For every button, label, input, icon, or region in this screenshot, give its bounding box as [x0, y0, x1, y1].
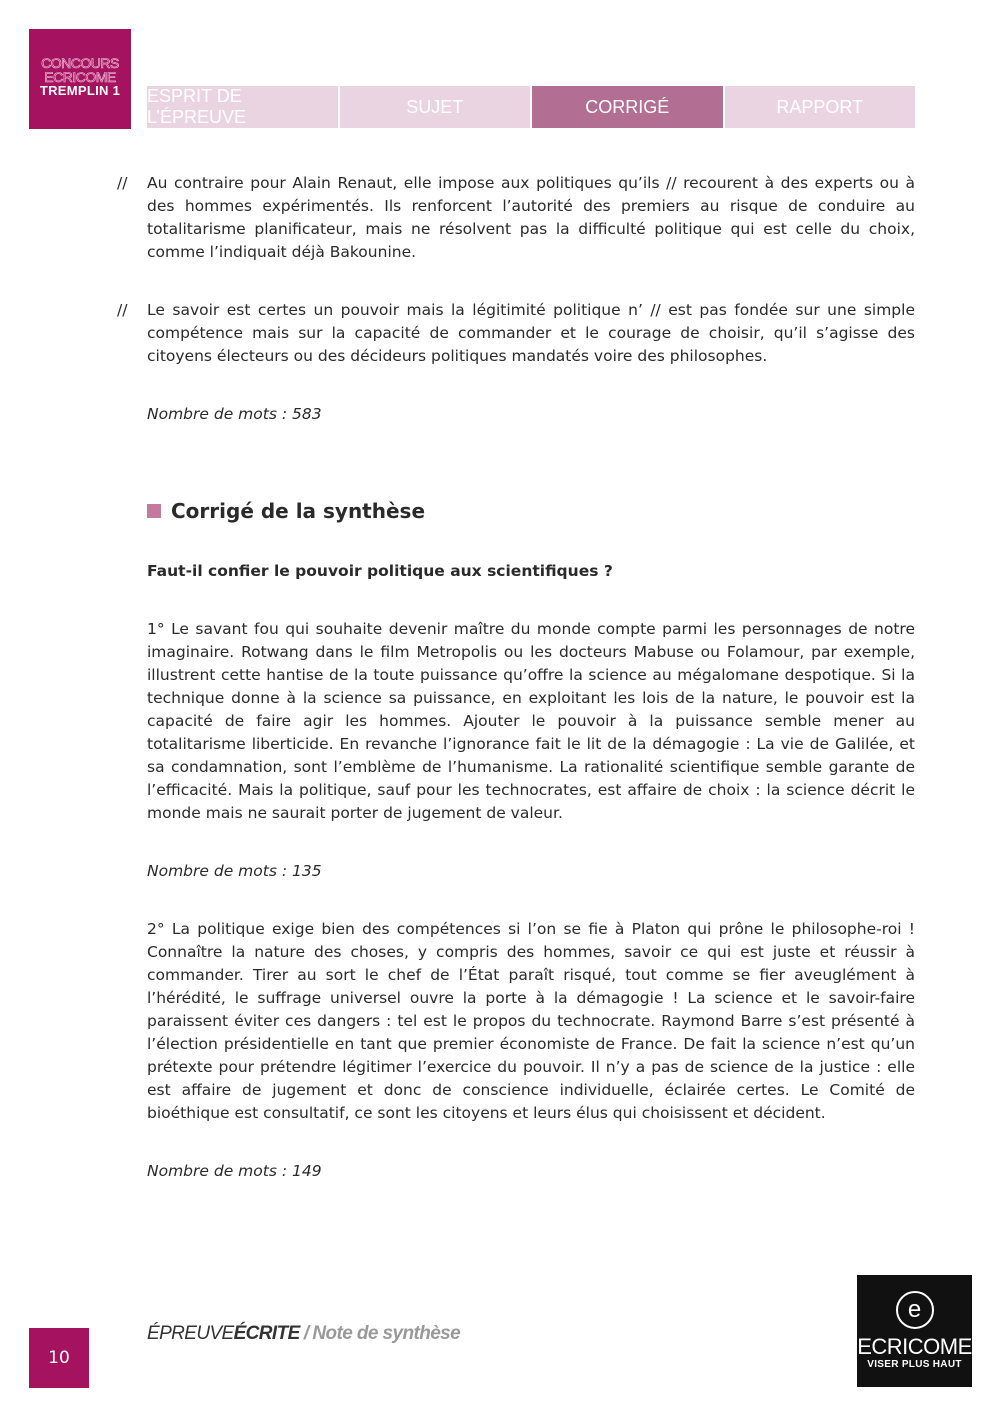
logo-line-concours: CONCOURS — [41, 55, 119, 71]
footer-separator: / — [303, 1323, 309, 1344]
paragraph-savoir-text: Le savoir est certes un pouvoir mais la légitimité politique n’ // est pas fondée sur une simple compétence mais sur la capacité de commander et le courage de choisir, qu’il s’agisse des citoyens électeurs ou des décideurs politiques mandatés voire des philosophes. — [147, 301, 915, 365]
section-heading-text: Corrigé de la synthèse — [171, 499, 426, 523]
brand-tagline: VISER PLUS HAUT — [867, 1359, 962, 1370]
logo-line-ecricome: ECRICOME — [44, 69, 116, 85]
tab-rapport[interactable]: RAPPORT — [725, 86, 916, 128]
main-content — [117, 172, 915, 1183]
ecricome-glyph: e — [907, 1296, 922, 1323]
footer-note: Note de synthèse — [312, 1323, 461, 1344]
square-bullet-icon — [147, 504, 161, 518]
concours-logo — [29, 29, 131, 129]
logo-line-tremplin: TREMPLIN 1 — [39, 83, 121, 98]
paragraph-savoir — [117, 299, 915, 368]
section-heading — [147, 499, 915, 523]
brand-name: ECRICOME — [857, 1334, 972, 1359]
word-count-135: Nombre de mots : 135 — [147, 862, 322, 880]
footer-epreuve: ÉPREUVE — [147, 1323, 234, 1344]
tab-corrige[interactable]: CORRIGÉ — [532, 86, 723, 128]
word-count-149: Nombre de mots : 149 — [147, 1162, 322, 1180]
section-tabs — [147, 86, 915, 128]
paragraph-part-1: 1° Le savant fou qui souhaite devenir maître du monde compte parmi les personnages de notre imaginaire. Rotwang dans le film Metropolis ou les docteurs Mabuse ou Folamour, par exemple, illustrent cette hantise de la toute puissance qu’offre la science au mégalomane despotique. Si la technique donne à la science sa puissance, en exploitant les lois de la nature, le pouvoir est la capacité de faire agir les hommes. Ajouter le pouvoir à la puissance semble mener au totalitarisme liberticide. En revanche l’ignorance fait le lit de la démagogie : La vie de Galilée, et sa condamnation, sont l’emblème de l’humanisme. La rationalité scientifique semble garante de l’efficacité. Mais la politique, sauf pour les technocrates, est affaire de choix : la science décrit le monde mais ne saurait porter de jugement de valeur. — [147, 620, 915, 822]
ecricome-e-icon — [896, 1291, 934, 1329]
section-mark: // — [117, 301, 128, 319]
paragraph-renaut — [117, 172, 915, 264]
section-mark: // — [117, 174, 128, 192]
tab-sujet[interactable]: SUJET — [340, 86, 531, 128]
tab-esprit-epreuve[interactable]: ESPRIT DE L’ÉPREUVE — [147, 86, 338, 128]
footer-ecrite: ÉCRITE — [233, 1323, 300, 1344]
word-count-583: Nombre de mots : 583 — [147, 405, 322, 423]
footer-label — [147, 1323, 460, 1345]
question-title: Faut-il confier le pouvoir politique aux scientifiques ? — [147, 562, 613, 580]
paragraph-part-2: 2° La politique exige bien des compétences si l’on se fie à Platon qui prône le philosophe-roi ! Connaître la nature des choses, y compris des hommes, savoir ce qui est juste et réussir à commander. Tirer au sort le chef de l’État paraît risqué, tout comme se fier aveuglément à l’hérédité, le suffrage universel ouvre la porte à la démagogie ! La science et le savoir-faire paraissent éviter ces dangers : tel est le propos du technocrate. Raymond Barre s’est présenté à l’élection présidentielle en tant que premier économiste de France. De fait la science n’est qu’un prétexte pour prétendre légitimer l’exercice du pouvoir. Il n’y a pas de science de la justice : elle est affaire de jugement et donc de conscience individuelle, éclairée certes. Le Comité de bioéthique est consultatif, ce sont les citoyens et leurs élus qui choisissent et décident. — [147, 920, 915, 1122]
ecricome-brand-logo — [857, 1275, 972, 1387]
page-number: 10 — [29, 1328, 89, 1388]
paragraph-renaut-text: Au contraire pour Alain Renaut, elle impose aux politiques qu’ils // recourent à des experts ou à des hommes expérimentés. Ils renforcent l’autorité des premiers au risque de conduire au totalitarisme planificateur, mais ne résolvent pas la difficulté politique qui est celle du choix, comme l’indiquait déjà Bakounine. — [147, 174, 915, 261]
